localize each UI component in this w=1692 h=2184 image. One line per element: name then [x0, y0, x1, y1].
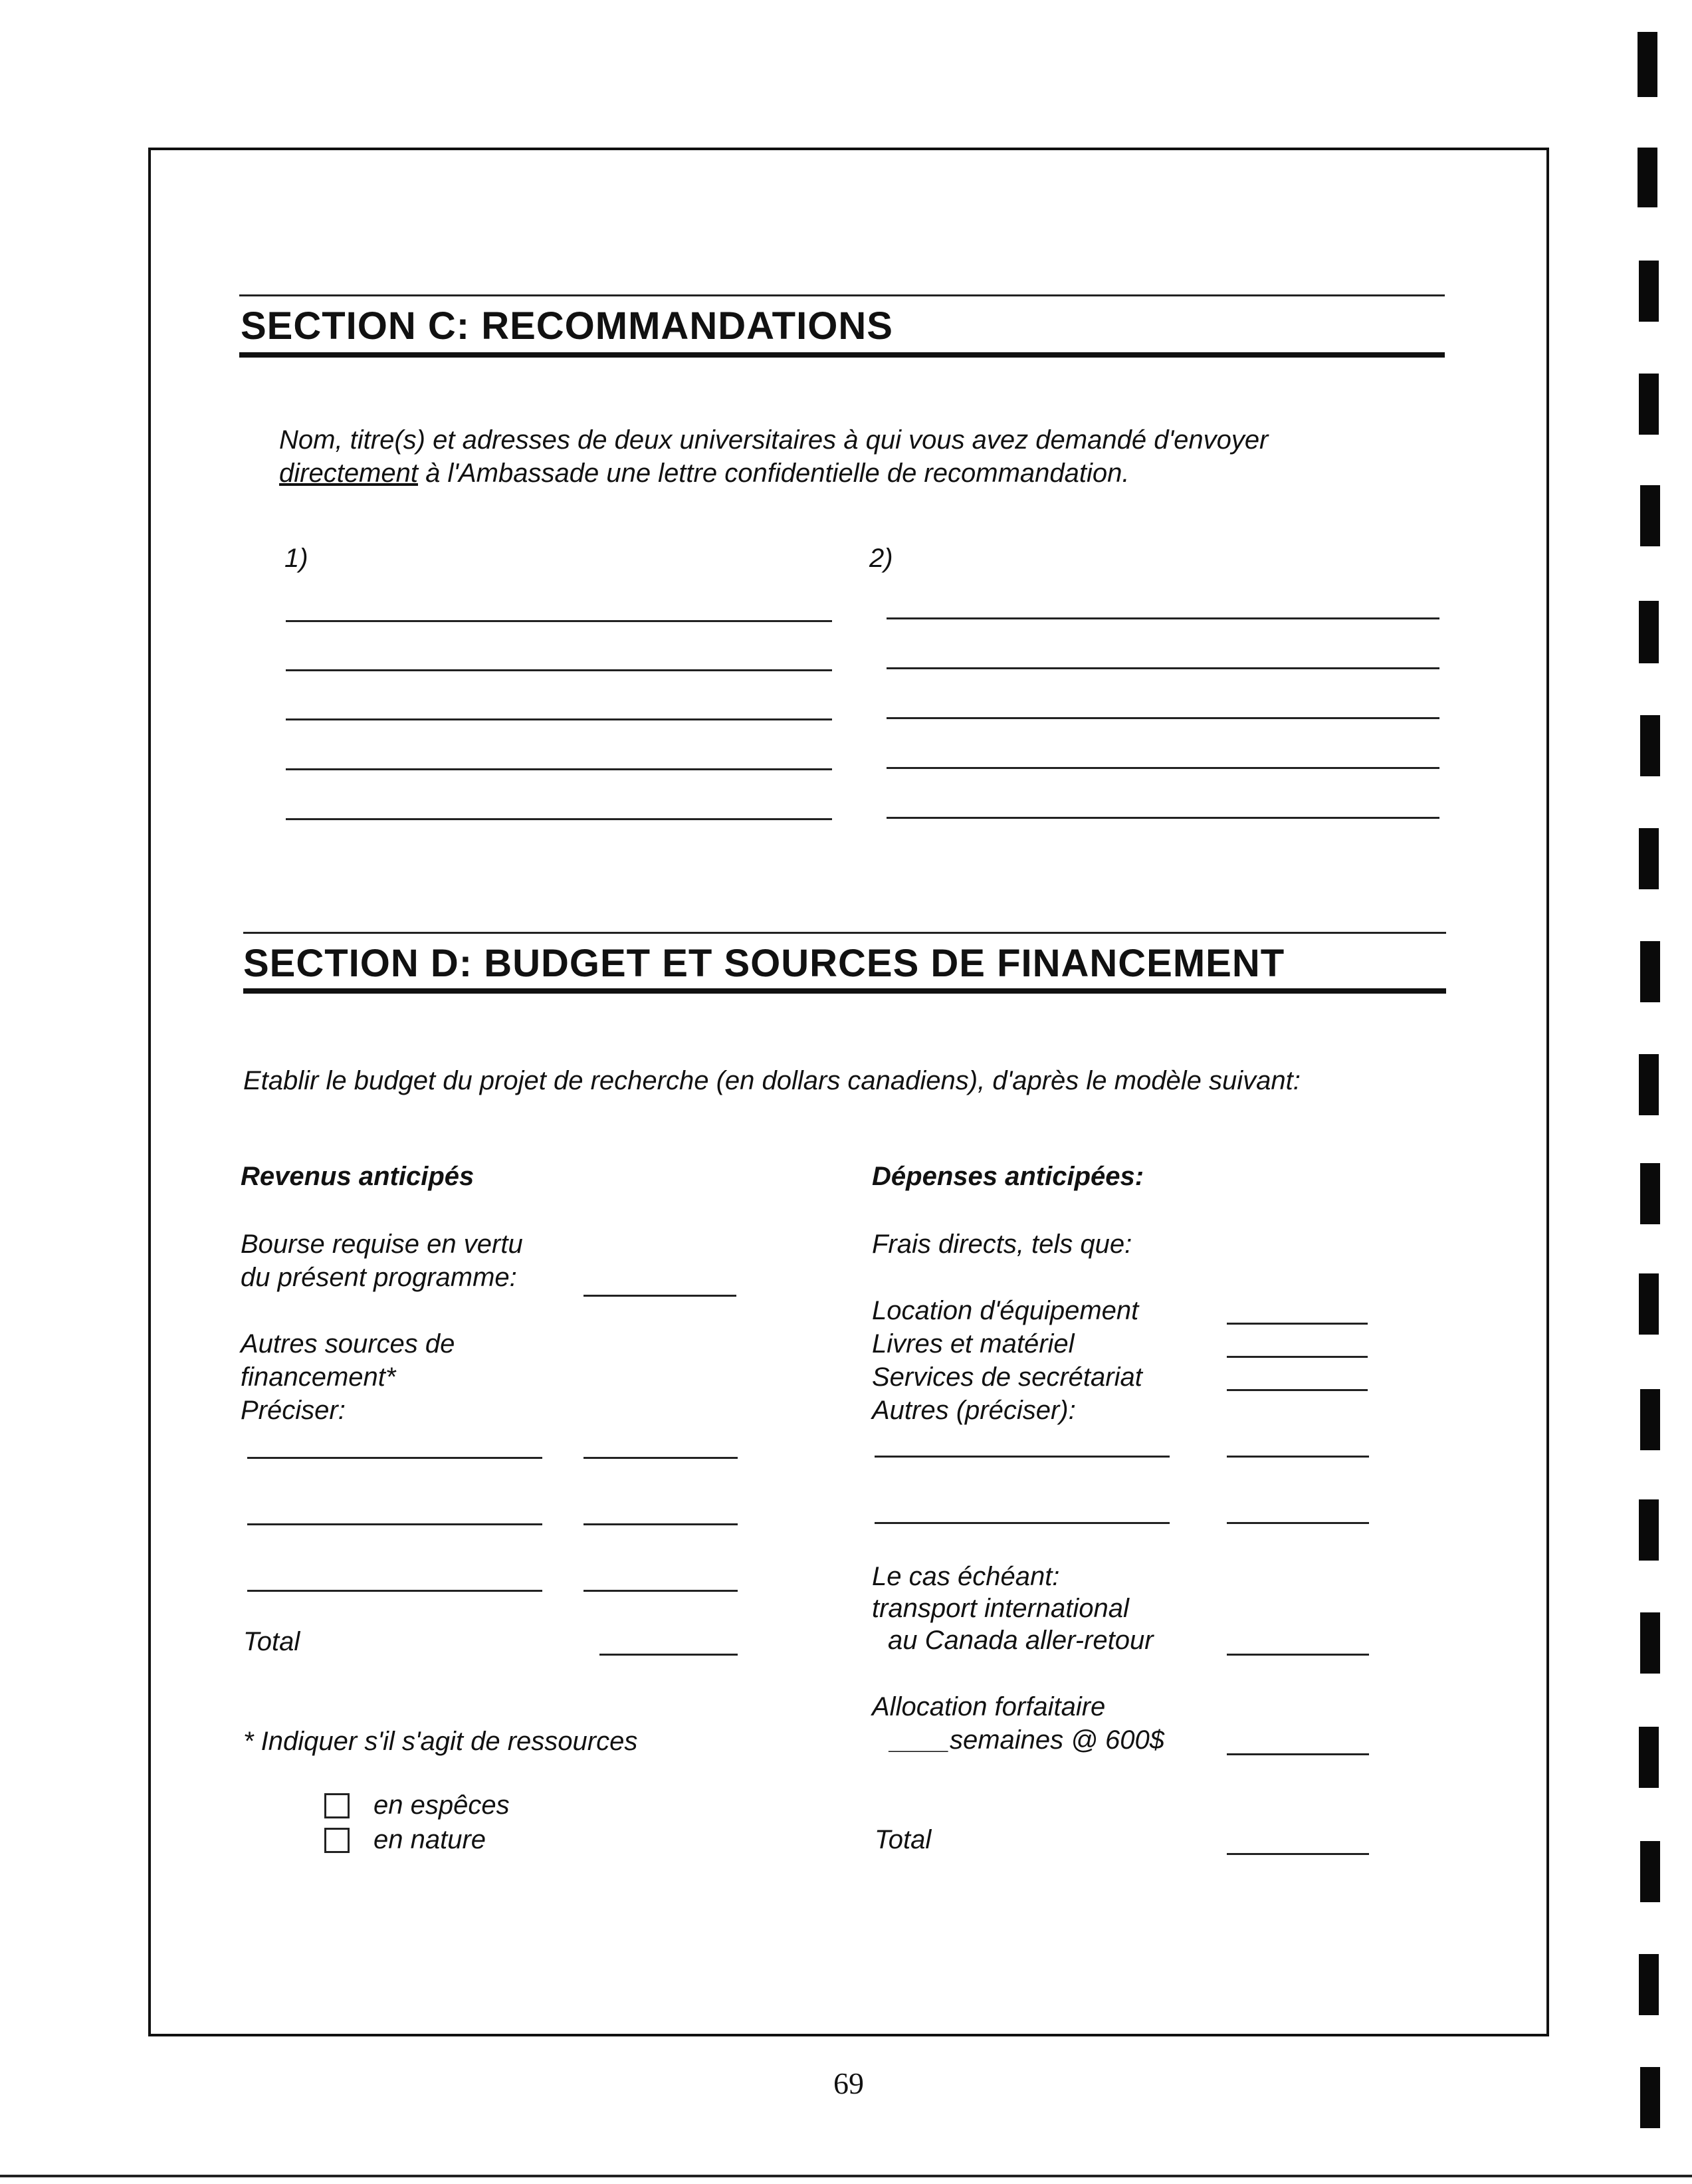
services-amount-line[interactable]: [1227, 1389, 1368, 1391]
semaines-blank[interactable]: ____: [891, 1725, 950, 1755]
section-c-title: SECTION C: RECOMMANDATIONS: [241, 304, 893, 348]
page-bottom-rule: [0, 2175, 1692, 2177]
ressources-note: * Indiquer s'il s'agit de ressources: [243, 1727, 638, 1756]
reference-1-label: 1): [284, 544, 308, 573]
revenus-total-label: Total: [243, 1627, 300, 1656]
autres-sources-line2: financement*: [241, 1363, 396, 1392]
depenses-total-line[interactable]: [1227, 1853, 1369, 1855]
section-d-instruction: Etablir le budget du projet de recherche (en dollars canadiens), d'après le modèle suivant:: [243, 1066, 1301, 1095]
revenus-total-line[interactable]: [599, 1654, 738, 1656]
section-c-top-rule: [239, 294, 1445, 296]
bourse-label-line2: du présent programme:: [241, 1263, 517, 1292]
autre-source-amount-line[interactable]: [583, 1523, 738, 1525]
autre-source-name-line[interactable]: [247, 1590, 542, 1592]
reference-1-line[interactable]: [286, 818, 832, 820]
revenus-heading: Revenus anticipés: [241, 1162, 475, 1191]
especes-label: en espêces: [373, 1791, 510, 1820]
autre-depense-name-line[interactable]: [875, 1522, 1170, 1524]
autres-sources-line1: Autres sources de: [241, 1329, 455, 1359]
page-number: 69: [833, 2066, 864, 2100]
section-d-bottom-rule: [243, 988, 1446, 994]
autres-depenses-label: Autres (préciser):: [872, 1396, 1076, 1425]
autre-depense-amount-line[interactable]: [1227, 1522, 1369, 1524]
autre-depense-amount-line[interactable]: [1227, 1456, 1369, 1458]
especes-checkbox[interactable]: [324, 1793, 350, 1818]
section-c-instruction-rest: à l'Ambassade une lettre confidentielle de recommandation.: [417, 459, 1130, 488]
reference-2-label: 2): [869, 544, 893, 573]
depenses-total-label: Total: [875, 1825, 932, 1854]
nature-checkbox[interactable]: [324, 1828, 350, 1853]
transport-amount-line[interactable]: [1227, 1654, 1369, 1656]
preciser-label: Préciser:: [241, 1396, 346, 1425]
autre-source-name-line[interactable]: [247, 1457, 542, 1459]
autre-source-name-line[interactable]: [247, 1523, 542, 1525]
reference-1-line[interactable]: [286, 718, 832, 720]
cas-echeant-line2: transport international: [872, 1594, 1129, 1623]
autre-source-amount-line[interactable]: [583, 1457, 738, 1459]
reference-2-line[interactable]: [887, 767, 1439, 769]
reference-2-line[interactable]: [887, 617, 1439, 619]
allocation-amount-line[interactable]: [1227, 1753, 1369, 1755]
reference-1-line[interactable]: [286, 669, 832, 671]
reference-2-line[interactable]: [887, 817, 1439, 819]
autre-source-amount-line[interactable]: [583, 1590, 738, 1592]
bourse-amount-line[interactable]: [583, 1295, 736, 1297]
location-label: Location d'équipement: [872, 1296, 1139, 1325]
cas-echeant-line3: au Canada aller-retour: [888, 1626, 1154, 1655]
semaines-label: semaines @ 600$: [949, 1725, 1164, 1755]
services-label: Services de secrétariat: [872, 1363, 1142, 1392]
livres-label: Livres et matériel: [872, 1329, 1075, 1359]
frais-directs-label: Frais directs, tels que:: [872, 1230, 1132, 1259]
section-c-instruction-line1: Nom, titre(s) et adresses de deux universitaires à qui vous avez demandé d'envoyer: [279, 425, 1269, 455]
bourse-label-line1: Bourse requise en vertu: [241, 1230, 523, 1259]
location-amount-line[interactable]: [1227, 1323, 1368, 1325]
reference-2-line[interactable]: [887, 717, 1439, 719]
allocation-label: Allocation forfaitaire: [872, 1692, 1106, 1721]
livres-amount-line[interactable]: [1227, 1356, 1368, 1358]
reference-2-line[interactable]: [887, 667, 1439, 669]
section-d-top-rule: [243, 932, 1446, 934]
semaines-row: [891, 1725, 1164, 1755]
section-d-title: SECTION D: BUDGET ET SOURCES DE FINANCEMENT: [243, 942, 1285, 985]
cas-echeant-line1: Le cas échéant:: [872, 1562, 1060, 1591]
section-c-underlined-word: directement: [279, 459, 418, 488]
depenses-heading: Dépenses anticipées:: [872, 1162, 1144, 1191]
autre-depense-name-line[interactable]: [875, 1456, 1170, 1458]
reference-1-line[interactable]: [286, 768, 832, 770]
section-c-bottom-rule: [239, 352, 1445, 358]
section-c-instruction-line2: [279, 459, 1129, 489]
nature-label: en nature: [373, 1825, 486, 1854]
reference-1-line[interactable]: [286, 620, 832, 622]
